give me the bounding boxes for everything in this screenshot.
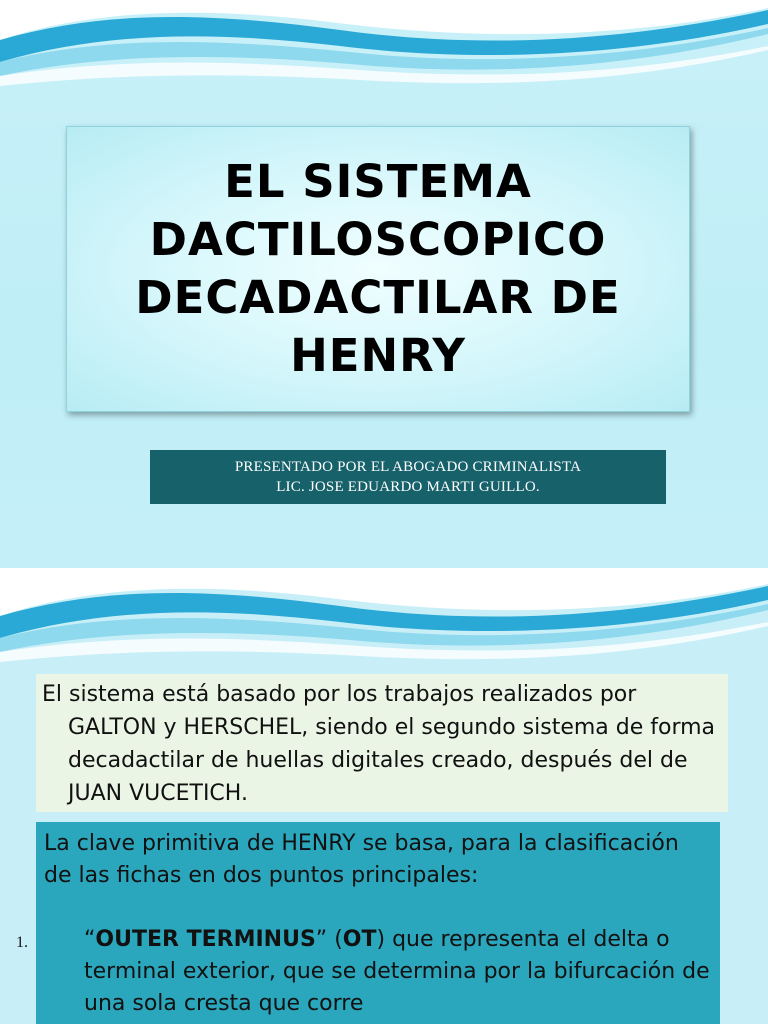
title-box (66, 126, 690, 412)
key-list (16, 924, 710, 1020)
list-number: 1. (16, 934, 28, 951)
slide-content (0, 576, 768, 1024)
presenter-line-2: LIC. JOSE EDUARDO MARTI GUILLO. (276, 479, 540, 495)
term-outer-terminus: OUTER TERMINUS (95, 927, 316, 952)
intro-paragraph: El sistema está basado por los trabajos realizados por GALTON y HERSCHEL, siendo el segundo sistema de forma decadactilar de huellas digitales creado, después del de JUAN VUCETICH. (42, 682, 716, 806)
presenter-box (150, 450, 666, 504)
key-box (16, 822, 720, 1024)
slide-title-text: EL SISTEMA DACTILOSCOPICO DECADACTILAR DE HENRY (135, 155, 621, 382)
presenter-line-1: PRESENTADO POR EL ABOGADO CRIMINALISTA (234, 459, 582, 475)
quote-open: “ (84, 927, 96, 952)
wave-decoration (0, 576, 768, 666)
quote-close: ” ( (315, 927, 343, 952)
term-description: ) que representa el delta o terminal exterior, que se determina por la bifurcación de una sola cresta que corre (84, 927, 710, 1016)
key-intro: La clave primitiva de HENRY se basa, para la clasificación de las fichas en dos puntos principales: (44, 831, 679, 888)
term-abbr: OT (342, 927, 377, 952)
intro-paragraph-box (36, 674, 728, 812)
wave-decoration (0, 0, 768, 90)
list-item (16, 924, 710, 1020)
